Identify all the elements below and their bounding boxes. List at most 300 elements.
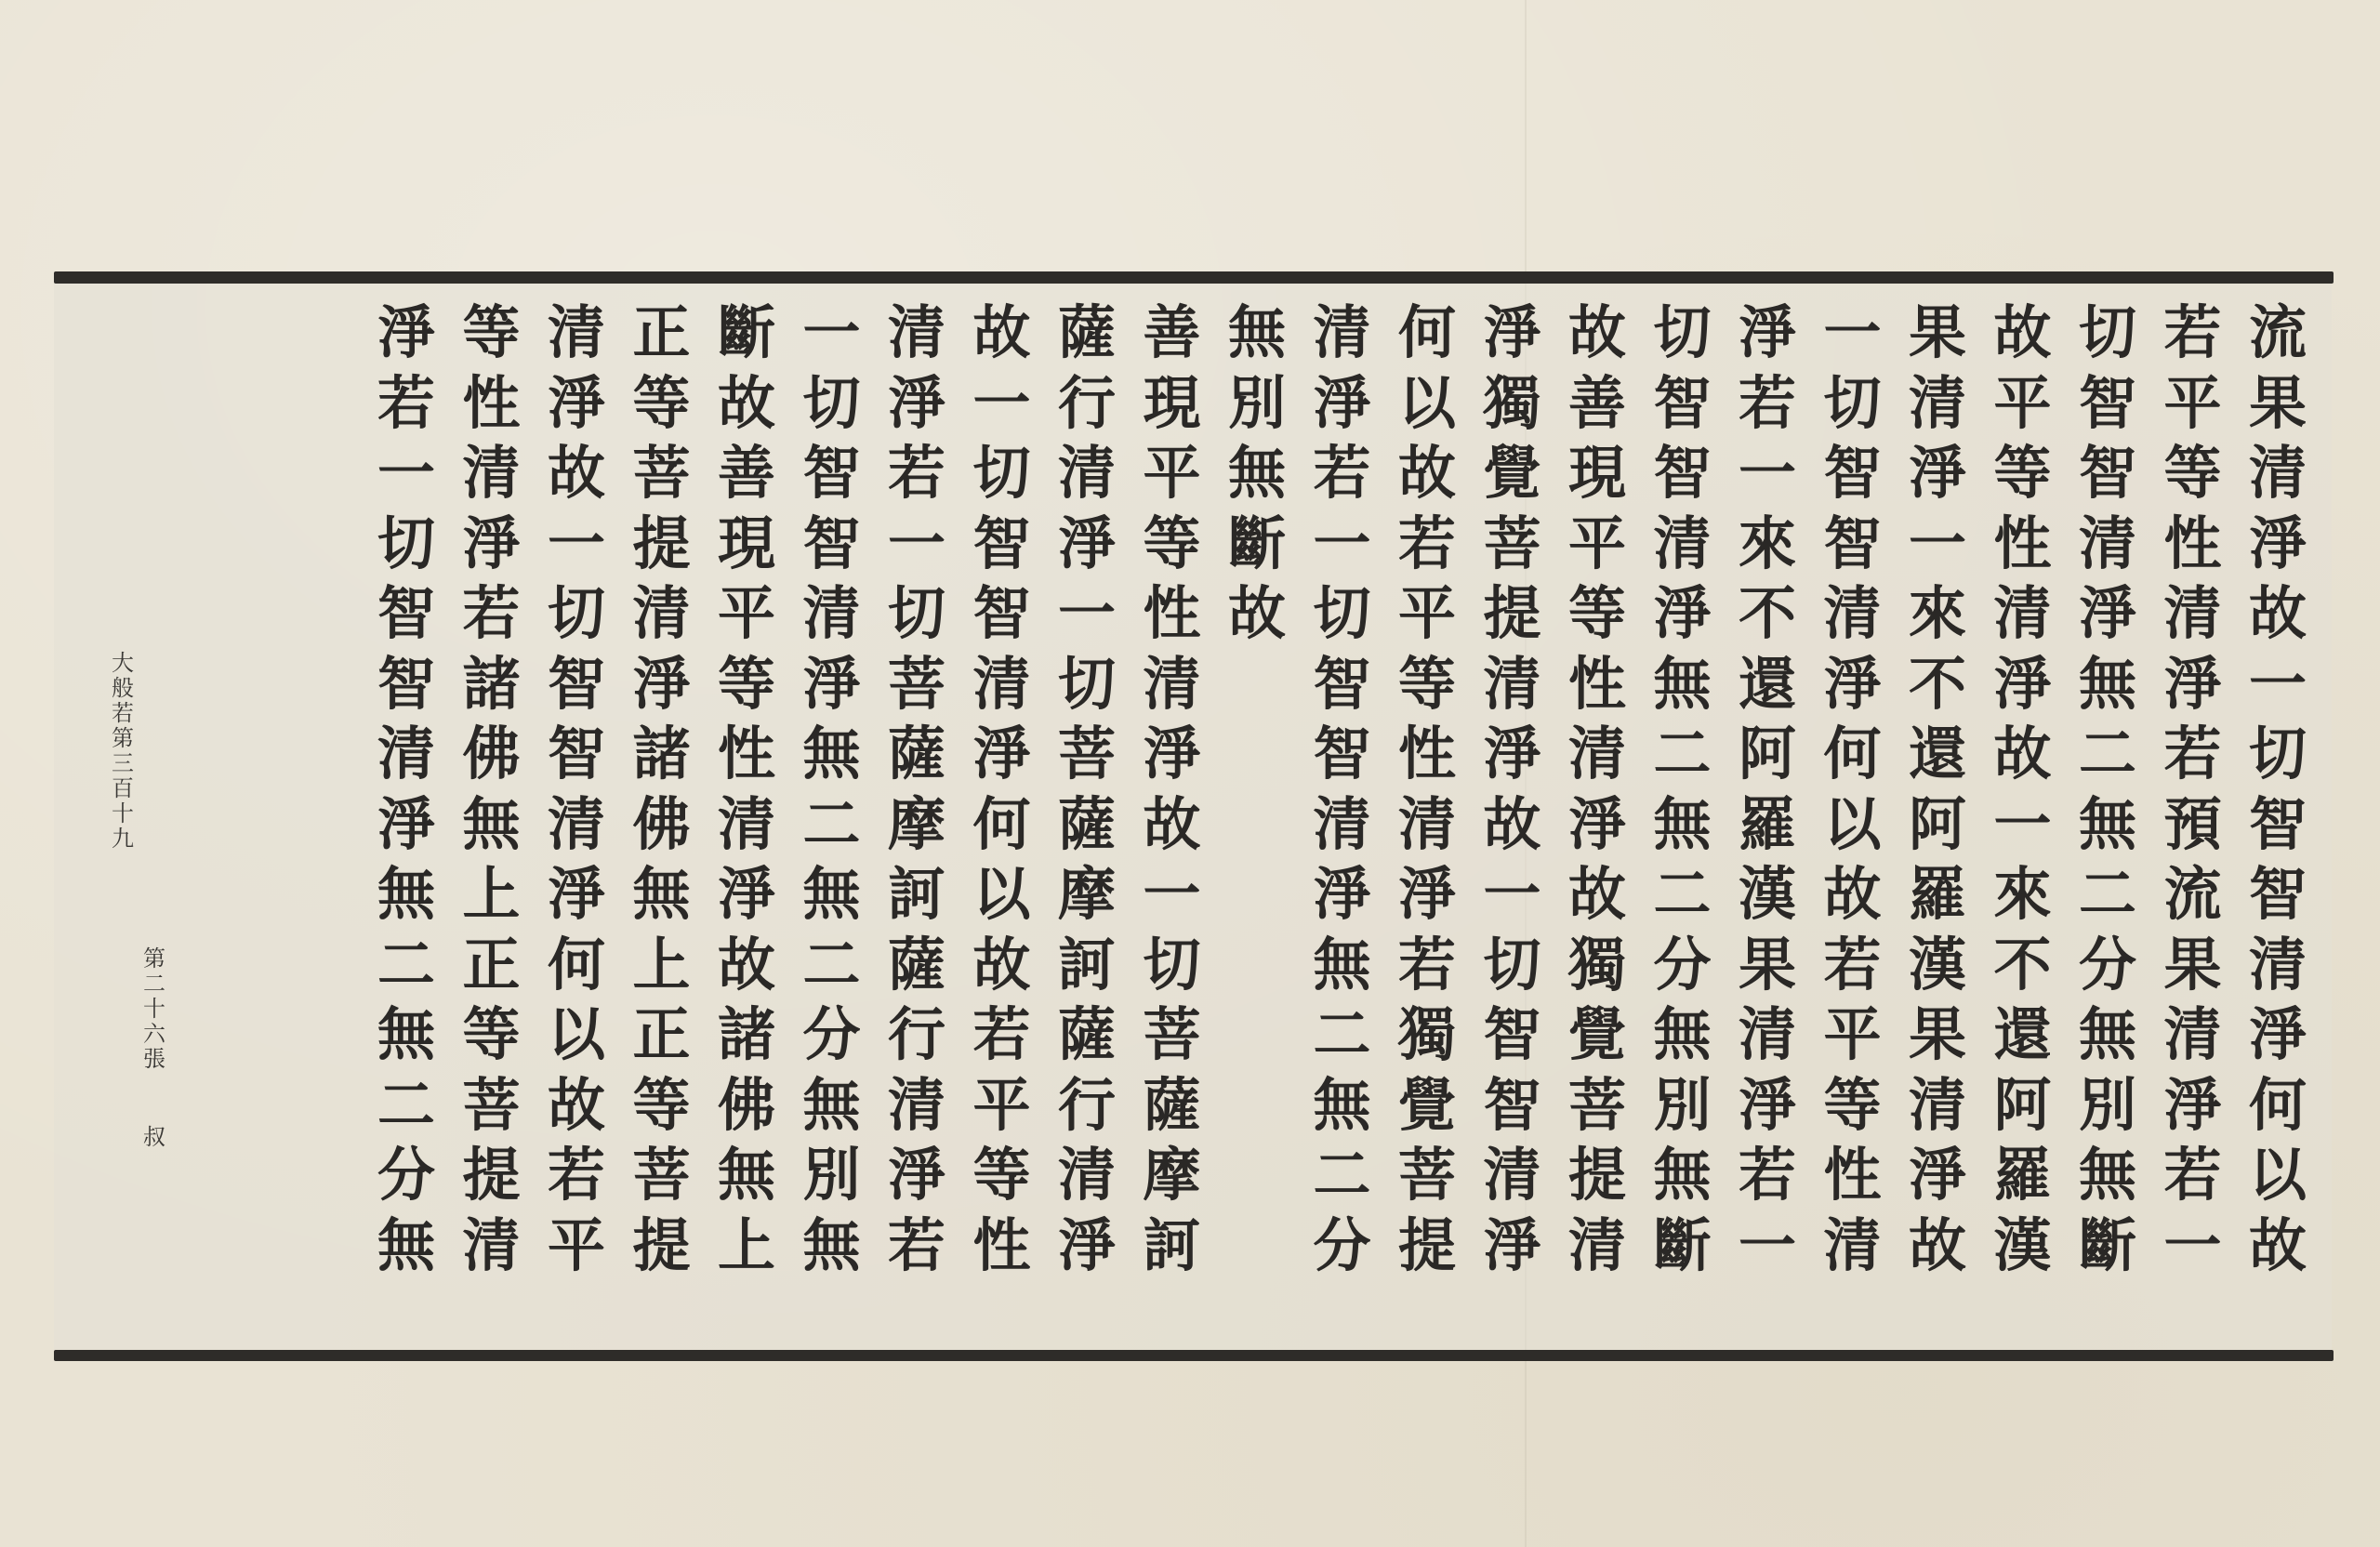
character: 菩 — [887, 649, 945, 718]
character: 切 — [1653, 298, 1712, 366]
character: 一 — [802, 298, 861, 366]
character: 故 — [2248, 579, 2307, 647]
character: 清 — [2163, 579, 2222, 647]
character: 流 — [2248, 298, 2307, 366]
character: 以 — [1823, 789, 1882, 858]
margin-character: 十 — [143, 996, 165, 1022]
character: 切 — [972, 439, 1031, 507]
character: 清 — [1908, 1070, 1966, 1139]
character: 現 — [717, 509, 775, 577]
character: 一 — [1823, 298, 1882, 366]
character: 淨 — [887, 1141, 945, 1209]
text-column — [1983, 298, 2063, 1280]
character: 無 — [632, 860, 691, 928]
character: 清 — [547, 789, 605, 858]
character: 菩 — [1057, 720, 1116, 787]
character: 佛 — [717, 1070, 775, 1139]
character: 無 — [2078, 1141, 2136, 1209]
character: 清 — [1823, 1210, 1882, 1279]
character: 故 — [1227, 579, 1286, 647]
character: 上 — [462, 860, 521, 928]
character: 二 — [1313, 1141, 1371, 1209]
character: 現 — [1143, 368, 1201, 437]
text-column — [1813, 298, 1893, 1280]
character: 清 — [1397, 789, 1456, 858]
character: 果 — [2163, 930, 2222, 998]
character: 善 — [1143, 298, 1201, 366]
character: 行 — [887, 1000, 945, 1068]
character: 上 — [632, 930, 691, 998]
character: 一 — [1738, 1210, 1796, 1279]
character: 無 — [2078, 1000, 2136, 1068]
character: 無 — [2078, 649, 2136, 718]
text-column — [1643, 298, 1723, 1280]
character: 等 — [1567, 579, 1626, 647]
character: 清 — [1908, 368, 1966, 437]
character: 別 — [802, 1141, 861, 1209]
margin-character: 第 — [112, 725, 134, 751]
character: 不 — [1738, 579, 1796, 647]
character: 無 — [1227, 298, 1286, 366]
character: 清 — [972, 649, 1031, 718]
character: 一 — [1313, 509, 1371, 577]
character: 清 — [1567, 1210, 1626, 1279]
character: 淨 — [2163, 649, 2222, 718]
character: 淨 — [1143, 720, 1201, 787]
character: 平 — [1143, 439, 1201, 507]
character: 故 — [2248, 1210, 2307, 1279]
character: 淨 — [2248, 509, 2307, 577]
character: 性 — [462, 368, 521, 437]
character: 薩 — [887, 930, 945, 998]
character: 何 — [1823, 720, 1882, 787]
character: 清 — [1313, 298, 1371, 366]
character: 以 — [547, 1000, 605, 1068]
character: 等 — [717, 649, 775, 718]
character: 提 — [632, 509, 691, 577]
character: 分 — [1653, 930, 1712, 998]
character: 切 — [2248, 720, 2307, 787]
character: 二 — [377, 1070, 435, 1139]
character: 平 — [2163, 368, 2222, 437]
character: 若 — [2163, 720, 2222, 787]
character: 智 — [802, 509, 861, 577]
character: 智 — [802, 439, 861, 507]
character: 正 — [462, 930, 521, 998]
character: 清 — [1483, 1141, 1541, 1209]
character: 智 — [1313, 720, 1371, 787]
character: 別 — [1653, 1070, 1712, 1139]
character: 以 — [1397, 368, 1456, 437]
character: 淨 — [1057, 509, 1116, 577]
character: 故 — [1397, 439, 1456, 507]
character: 一 — [1993, 789, 2052, 858]
character: 淨 — [1483, 298, 1541, 366]
character: 智 — [1823, 439, 1882, 507]
character: 清 — [2163, 1000, 2222, 1068]
text-column — [2238, 298, 2318, 1280]
margin-character: 若 — [112, 700, 134, 726]
character: 清 — [1567, 720, 1626, 787]
character: 還 — [1908, 720, 1966, 787]
character: 一 — [377, 439, 435, 507]
text-column — [877, 298, 957, 1280]
character: 不 — [1908, 649, 1966, 718]
character: 別 — [2078, 1070, 2136, 1139]
character: 菩 — [1567, 1070, 1626, 1139]
character: 智 — [2078, 368, 2136, 437]
character: 平 — [1397, 579, 1456, 647]
character: 故 — [717, 930, 775, 998]
character: 切 — [1057, 649, 1116, 718]
character: 淨 — [1483, 720, 1541, 787]
character: 漢 — [1993, 1210, 2052, 1279]
character: 獨 — [1483, 368, 1541, 437]
character: 若 — [972, 1000, 1031, 1068]
character: 無 — [462, 789, 521, 858]
character: 等 — [972, 1141, 1031, 1209]
character: 等 — [632, 368, 691, 437]
character: 淨 — [1738, 298, 1796, 366]
character: 一 — [972, 368, 1031, 437]
character: 故 — [1143, 789, 1201, 858]
character: 切 — [377, 509, 435, 577]
character: 薩 — [1057, 298, 1116, 366]
character: 性 — [717, 720, 775, 787]
character: 預 — [2163, 789, 2222, 858]
character: 獨 — [1397, 1000, 1456, 1068]
character: 智 — [972, 509, 1031, 577]
character: 淨 — [1313, 368, 1371, 437]
character: 斷 — [1227, 509, 1286, 577]
character: 性 — [1397, 720, 1456, 787]
character: 淨 — [547, 368, 605, 437]
character: 一 — [1738, 439, 1796, 507]
character: 若 — [887, 439, 945, 507]
character: 切 — [1313, 579, 1371, 647]
character: 清 — [1993, 579, 2052, 647]
margin-volume-label — [109, 651, 137, 852]
character: 平 — [972, 1070, 1031, 1139]
character: 二 — [1653, 860, 1712, 928]
character: 提 — [1483, 579, 1541, 647]
margin-character: 百 — [112, 775, 134, 801]
character: 無 — [377, 860, 435, 928]
character: 清 — [1653, 509, 1712, 577]
character: 摩 — [1057, 860, 1116, 928]
character: 淨 — [1313, 860, 1371, 928]
character: 智 — [1483, 1000, 1541, 1068]
character: 訶 — [1143, 1210, 1201, 1279]
character: 清 — [2248, 439, 2307, 507]
character: 智 — [1653, 439, 1712, 507]
character: 不 — [1993, 930, 2052, 998]
character: 故 — [972, 930, 1031, 998]
character: 佛 — [462, 720, 521, 787]
character: 還 — [1993, 1000, 2052, 1068]
character: 故 — [1993, 298, 2052, 366]
character: 淨 — [2163, 1070, 2222, 1139]
character: 無 — [377, 1000, 435, 1068]
character: 二 — [802, 930, 861, 998]
character: 果 — [1908, 1000, 1966, 1068]
character: 訶 — [887, 860, 945, 928]
character: 無 — [1227, 439, 1286, 507]
text-column — [1727, 298, 1807, 1280]
character: 分 — [2078, 930, 2136, 998]
character: 故 — [1908, 1210, 1966, 1279]
character: 淨 — [462, 509, 521, 577]
character: 智 — [1483, 1070, 1541, 1139]
text-column — [1132, 298, 1212, 1280]
character: 佛 — [632, 789, 691, 858]
character: 性 — [972, 1210, 1031, 1279]
character: 淨 — [887, 368, 945, 437]
character: 清 — [632, 579, 691, 647]
character: 切 — [1143, 930, 1201, 998]
character: 羅 — [1993, 1141, 2052, 1209]
character: 無 — [1653, 1000, 1712, 1068]
character: 清 — [462, 1210, 521, 1279]
text-column — [2068, 298, 2148, 1280]
character: 若 — [1397, 509, 1456, 577]
character: 若 — [2163, 1141, 2222, 1209]
character: 清 — [377, 720, 435, 787]
character: 淨 — [1483, 1210, 1541, 1279]
character: 清 — [887, 298, 945, 366]
character: 清 — [1823, 579, 1882, 647]
character: 淨 — [1567, 789, 1626, 858]
character: 淨 — [1993, 649, 2052, 718]
character: 一 — [1908, 509, 1966, 577]
character: 菩 — [1397, 1141, 1456, 1209]
character: 智 — [2078, 439, 2136, 507]
character: 淨 — [632, 649, 691, 718]
character: 清 — [1483, 649, 1541, 718]
character: 清 — [802, 579, 861, 647]
character: 無 — [2078, 789, 2136, 858]
character: 何 — [547, 930, 605, 998]
character: 智 — [377, 649, 435, 718]
top-border-rule — [54, 271, 2334, 284]
character: 淨 — [1738, 1070, 1796, 1139]
character: 若 — [1738, 1141, 1796, 1209]
character: 覺 — [1567, 1000, 1626, 1068]
character: 一 — [1057, 579, 1116, 647]
character: 阿 — [1993, 1070, 2052, 1139]
character: 清 — [1313, 789, 1371, 858]
character: 切 — [1823, 368, 1882, 437]
character: 故 — [1567, 860, 1626, 928]
character: 還 — [1738, 649, 1796, 718]
character: 故 — [972, 298, 1031, 366]
character: 菩 — [1143, 1000, 1201, 1068]
character: 無 — [802, 860, 861, 928]
character: 若 — [1823, 930, 1882, 998]
character: 淨 — [1653, 579, 1712, 647]
character: 性 — [2163, 509, 2222, 577]
character: 薩 — [1057, 1000, 1116, 1068]
character: 淨 — [2248, 1000, 2307, 1068]
character: 無 — [717, 1141, 775, 1209]
character: 斷 — [2078, 1210, 2136, 1279]
character: 平 — [717, 579, 775, 647]
character: 切 — [1483, 930, 1541, 998]
character: 清 — [2078, 509, 2136, 577]
character: 等 — [1993, 439, 2052, 507]
margin-character: 張 — [143, 1046, 165, 1072]
character: 清 — [1057, 439, 1116, 507]
character: 諸 — [717, 1000, 775, 1068]
character: 二 — [1313, 1000, 1371, 1068]
character: 平 — [547, 1210, 605, 1279]
text-column — [792, 298, 872, 1280]
character: 菩 — [632, 439, 691, 507]
character: 以 — [972, 860, 1031, 928]
character: 一 — [887, 509, 945, 577]
character: 無 — [1313, 930, 1371, 998]
margin-character: 九 — [112, 826, 134, 852]
character: 故 — [1993, 720, 2052, 787]
character: 何 — [1397, 298, 1456, 366]
margin-character: 般 — [112, 675, 134, 701]
character: 清 — [1143, 649, 1201, 718]
character: 阿 — [1738, 720, 1796, 787]
character: 等 — [2163, 439, 2222, 507]
character: 行 — [1057, 368, 1116, 437]
character: 等 — [462, 1000, 521, 1068]
character: 來 — [1738, 509, 1796, 577]
character: 薩 — [1057, 789, 1116, 858]
character: 清 — [887, 1070, 945, 1139]
character: 漢 — [1738, 860, 1796, 928]
character: 若 — [887, 1210, 945, 1279]
character: 清 — [1738, 1000, 1796, 1068]
text-column — [1897, 298, 1977, 1280]
character: 正 — [632, 1000, 691, 1068]
character: 斷 — [1653, 1210, 1712, 1279]
character: 摩 — [887, 789, 945, 858]
character: 無 — [377, 1210, 435, 1279]
bottom-border-rule — [54, 1350, 2334, 1361]
character: 智 — [2248, 789, 2307, 858]
text-column — [2153, 298, 2233, 1280]
character: 菩 — [462, 1070, 521, 1139]
character: 一 — [547, 509, 605, 577]
character: 分 — [377, 1141, 435, 1209]
character: 淨 — [547, 860, 605, 928]
character: 上 — [717, 1210, 775, 1279]
character: 淨 — [802, 649, 861, 718]
character: 智 — [1823, 509, 1882, 577]
character: 淨 — [972, 720, 1031, 787]
character: 善 — [1567, 368, 1626, 437]
character: 果 — [1908, 298, 1966, 366]
character: 無 — [802, 1210, 861, 1279]
character: 淨 — [1823, 649, 1882, 718]
character: 若 — [547, 1141, 605, 1209]
character: 淨 — [377, 298, 435, 366]
character: 覺 — [1483, 439, 1541, 507]
character: 何 — [972, 789, 1031, 858]
text-column — [366, 298, 446, 1280]
character: 提 — [462, 1141, 521, 1209]
character: 無 — [802, 720, 861, 787]
character: 故 — [547, 439, 605, 507]
character: 故 — [1823, 860, 1882, 928]
character: 等 — [1143, 509, 1201, 577]
character: 諸 — [632, 720, 691, 787]
text-column — [622, 298, 702, 1280]
character: 清 — [717, 789, 775, 858]
character: 淨 — [1057, 1210, 1116, 1279]
text-column — [707, 298, 787, 1280]
character: 性 — [1567, 649, 1626, 718]
character: 獨 — [1567, 930, 1626, 998]
margin-mark — [140, 1125, 168, 1150]
character: 覺 — [1397, 1070, 1456, 1139]
character: 切 — [2078, 298, 2136, 366]
character: 若 — [462, 579, 521, 647]
margin-character: 第 — [143, 945, 165, 972]
character: 流 — [2163, 860, 2222, 928]
character: 提 — [1397, 1210, 1456, 1279]
character: 來 — [1993, 860, 2052, 928]
character: 二 — [1653, 720, 1712, 787]
character: 故 — [1567, 298, 1626, 366]
character: 若 — [377, 368, 435, 437]
character: 薩 — [1143, 1070, 1201, 1139]
character: 智 — [1653, 368, 1712, 437]
character: 果 — [1738, 930, 1796, 998]
character: 果 — [2248, 368, 2307, 437]
character: 一 — [1483, 860, 1541, 928]
character: 訶 — [1057, 930, 1116, 998]
character: 漢 — [1908, 930, 1966, 998]
character: 二 — [377, 930, 435, 998]
margin-character: 十 — [112, 800, 134, 826]
character: 二 — [802, 789, 861, 858]
margin-character: 三 — [112, 750, 134, 776]
character: 提 — [632, 1210, 691, 1279]
character: 無 — [1653, 1141, 1712, 1209]
character: 羅 — [1738, 789, 1796, 858]
text-column — [1557, 298, 1637, 1280]
character: 一 — [1143, 860, 1201, 928]
character: 清 — [2248, 930, 2307, 998]
character: 以 — [2248, 1141, 2307, 1209]
character: 現 — [1567, 439, 1626, 507]
character: 若 — [2163, 298, 2222, 366]
character: 淨 — [377, 789, 435, 858]
character: 智 — [377, 579, 435, 647]
character: 淨 — [717, 860, 775, 928]
character: 無 — [1653, 789, 1712, 858]
margin-character: 叔 — [143, 1124, 165, 1150]
character: 性 — [1823, 1141, 1882, 1209]
character: 平 — [1567, 509, 1626, 577]
character: 提 — [1567, 1141, 1626, 1209]
character: 清 — [1057, 1141, 1116, 1209]
character: 等 — [1397, 649, 1456, 718]
character: 摩 — [1143, 1141, 1201, 1209]
character: 等 — [462, 298, 521, 366]
character: 淨 — [2078, 579, 2136, 647]
character: 故 — [717, 368, 775, 437]
character: 羅 — [1908, 860, 1966, 928]
character: 性 — [1143, 579, 1201, 647]
character: 等 — [1823, 1070, 1882, 1139]
